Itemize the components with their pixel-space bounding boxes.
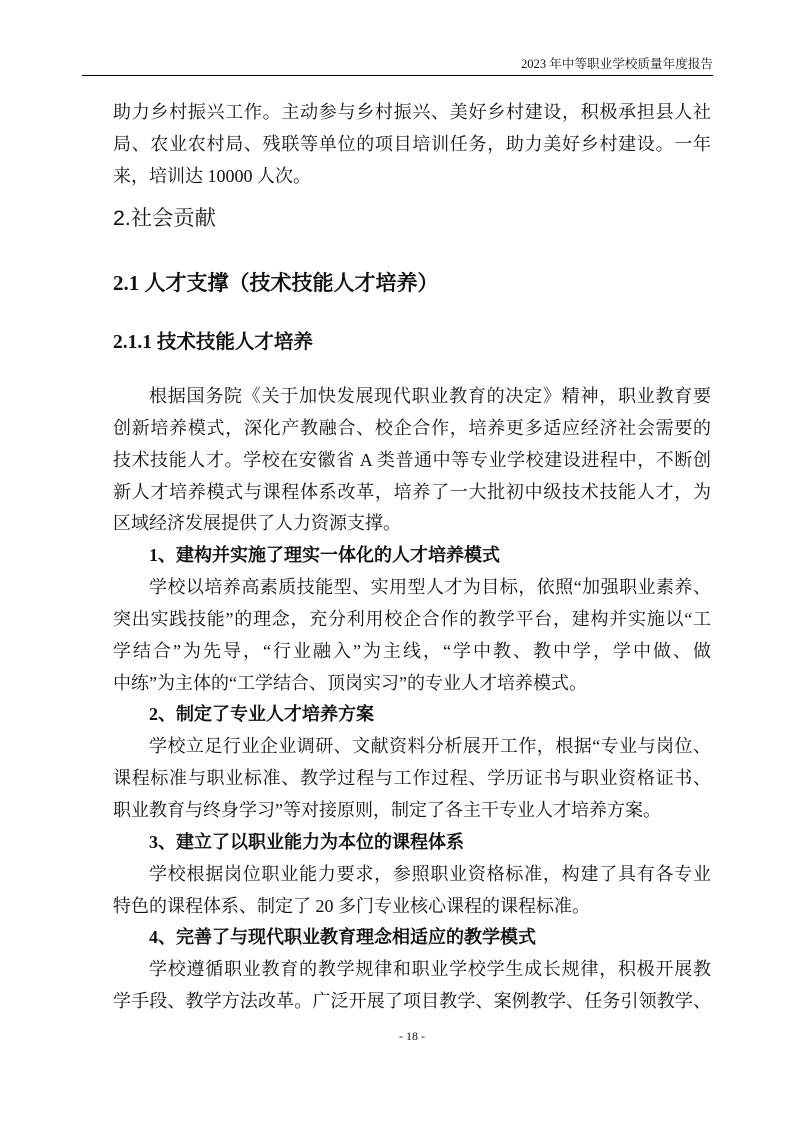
paragraph-line: 学手段、教学方法改革。广泛开展了项目教学、案例教学、任务引领教学、 — [113, 991, 711, 1012]
paragraph-line: 学校遵循职业教育的教学规律和职业学校学生成长规律，积极开展教 — [149, 959, 711, 980]
page-number: - 18 - — [399, 1029, 425, 1043]
paragraph-line: 特色的课程体系、制定了 20 多门专业核心课程的课程标准。 — [113, 895, 590, 916]
paragraph-line: 学校以培养高素质技能型、实用型人才为目标，依照“加强职业素养、 — [149, 577, 711, 598]
item-4 — [113, 922, 711, 1018]
subsection-heading: 2.1 人才支撑（技术技能人才培养） — [113, 271, 439, 295]
paragraph-line: 技术技能人才。学校在安徽省 A 类普通中等专业学校建设进程中，不断创 — [113, 449, 711, 470]
item-3 — [113, 827, 711, 923]
header-rule — [82, 75, 713, 76]
subsubsection-heading: 2.1.1 技术技能人才培养 — [113, 332, 313, 353]
item-2 — [113, 699, 711, 826]
paragraph-line: 课程标准与职业标准、教学过程与工作过程、学历证书与职业资格证书、 — [113, 768, 711, 789]
paragraph-line: 局、农业农村局、残联等单位的项目培训任务，助力美好乡村建设。一年 — [113, 134, 711, 154]
paragraph-line: 区域经济发展提供了人力资源支撑。 — [113, 513, 401, 534]
paragraph-line: 中练”为主体的“工学结合、顶岗实习”的专业人才培养模式。 — [113, 672, 587, 693]
intro-paragraph — [113, 96, 711, 192]
item-heading: 3、建立了以职业能力为本位的课程体系 — [149, 831, 464, 852]
paragraph-line: 学校根据岗位职业能力要求，参照职业资格标准，构建了具有各专业 — [149, 863, 711, 884]
overview-paragraph — [113, 381, 711, 540]
running-header-title: 2023 年中等职业学校质量年度报告 — [520, 57, 713, 71]
paragraph-line: 突出实践技能”的理念，充分利用校企合作的教学平台，建构并实施以“工 — [113, 608, 711, 629]
item-1 — [113, 540, 711, 699]
paragraph-line: 创新培养模式，深化产教融合、校企合作，培养更多适应经济社会需要的 — [113, 417, 711, 438]
paragraph-line: 根据国务院《关于加快发展现代职业教育的决定》精神，职业教育要 — [149, 386, 711, 406]
paragraph-line: 学结合”为先导，“行业融入”为主线，“学中教、教中学，学中做、做 — [113, 640, 711, 661]
paragraph-line: 来，培训达 10000 人次。 — [113, 166, 311, 186]
paragraph-line: 新人才培养模式与课程体系改革，培养了一大批初中级技术技能人才，为 — [113, 481, 711, 502]
section-body — [113, 381, 711, 1018]
section-heading: 2.社会贡献 — [113, 206, 216, 230]
paragraph-line: 学校立足行业企业调研、文献资料分析展开工作，根据“专业与岗位、 — [149, 736, 711, 757]
paragraph-line: 职业教育与终身学习”等对接原则，制定了各主干专业人才培养方案。 — [113, 799, 661, 820]
item-heading: 4、完善了与现代职业教育理念相适应的教学模式 — [149, 927, 536, 948]
item-heading: 2、制定了专业人才培养方案 — [149, 704, 374, 725]
item-heading: 1、建构并实施了理实一体化的人才培养模式 — [149, 545, 500, 566]
paragraph-line: 助力乡村振兴工作。主动参与乡村振兴、美好乡村建设，积极承担县人社 — [113, 102, 711, 122]
